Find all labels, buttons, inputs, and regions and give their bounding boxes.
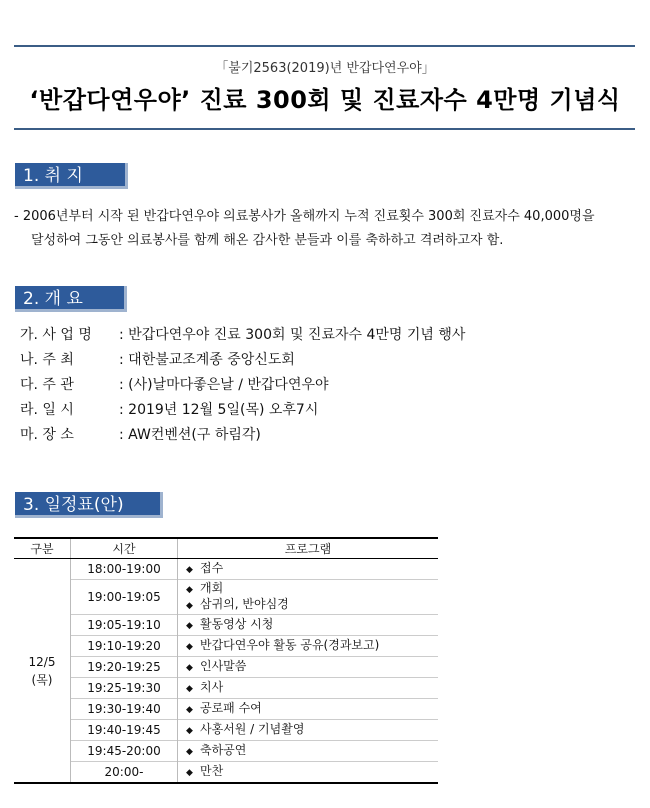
table-row bbox=[14, 720, 438, 741]
table-row bbox=[14, 636, 438, 657]
program-cell bbox=[178, 678, 439, 699]
overview-value: : (사)날마다좋은날 / 반갑다연우야 bbox=[119, 377, 329, 393]
time-cell: 19:10-19:20 bbox=[71, 636, 178, 657]
overview-item bbox=[20, 348, 465, 373]
date-text: 12/5 bbox=[28, 654, 56, 669]
overview-item bbox=[20, 323, 465, 348]
program-item: 치사 bbox=[200, 680, 224, 694]
bullet-icon: ◆ bbox=[186, 621, 193, 631]
section-heading-overview: 2. 개 요 bbox=[15, 286, 127, 312]
overview-value: : 대한불교조계종 중앙신도회 bbox=[119, 352, 295, 368]
time-cell: 19:30-19:40 bbox=[71, 699, 178, 720]
bullet-icon: ◆ bbox=[186, 585, 193, 595]
program-item: 만찬 bbox=[200, 764, 224, 778]
program-cell bbox=[178, 636, 439, 657]
bullet-icon: ◆ bbox=[186, 565, 193, 575]
program-cell bbox=[178, 559, 439, 580]
time-cell: 19:05-19:10 bbox=[71, 615, 178, 636]
time-cell: 19:45-20:00 bbox=[71, 741, 178, 762]
program-item: 공로패 수여 bbox=[200, 701, 262, 715]
overview-item bbox=[20, 373, 465, 398]
date-cell bbox=[14, 559, 71, 784]
table-row bbox=[14, 678, 438, 699]
bullet-icon: ◆ bbox=[186, 726, 193, 736]
purpose-line-2: 달성하여 그동안 의료봉사를 함께 해온 감사한 분들과 이를 축하하고 격려하고자 함. bbox=[31, 233, 504, 248]
time-cell: 19:00-19:05 bbox=[71, 580, 178, 615]
bullet-icon: ◆ bbox=[186, 684, 193, 694]
document-title: ‘반갑다연우야’ 진료 300회 및 진료자수 4만명 기념식 bbox=[29, 86, 621, 114]
table-row bbox=[14, 741, 438, 762]
table-row bbox=[14, 657, 438, 678]
overview-label: 나. 주 최 bbox=[20, 352, 74, 368]
overview-value: : AW컨벤션(구 하림각) bbox=[119, 427, 261, 443]
overview-value: : 2019년 12월 5일(목) 오후7시 bbox=[119, 402, 319, 418]
program-cell bbox=[178, 615, 439, 636]
overview-label: 마. 장 소 bbox=[20, 427, 74, 443]
column-header-program: 프로그램 bbox=[178, 538, 439, 559]
program-item: 인사말씀 bbox=[200, 659, 247, 673]
program-item: 삼귀의, 반야심경 bbox=[200, 597, 289, 611]
program-cell bbox=[178, 762, 439, 784]
table-row bbox=[14, 699, 438, 720]
program-item: 활동영상 시청 bbox=[200, 617, 274, 631]
overview-label: 라. 일 시 bbox=[20, 402, 74, 418]
program-item: 축하공연 bbox=[200, 743, 247, 757]
program-cell bbox=[178, 657, 439, 678]
top-rule bbox=[14, 45, 635, 47]
program-item: 사홍서원 / 기념촬영 bbox=[200, 722, 305, 736]
program-cell bbox=[178, 720, 439, 741]
section-heading-purpose: 1. 취 지 bbox=[15, 163, 128, 189]
overview-label: 다. 주 관 bbox=[20, 377, 74, 393]
program-cell bbox=[178, 699, 439, 720]
section-heading-schedule: 3. 일정표(안) bbox=[15, 492, 163, 518]
weekday-text: (목) bbox=[31, 672, 53, 687]
table-row bbox=[14, 762, 438, 784]
bottom-rule bbox=[14, 128, 635, 130]
program-item: 접수 bbox=[200, 561, 224, 575]
bullet-icon: ◆ bbox=[186, 601, 193, 611]
column-header-category: 구분 bbox=[14, 538, 71, 559]
document-subtitle: 「불기2563(2019)년 반갑다연우야」 bbox=[215, 61, 435, 76]
time-cell: 19:25-19:30 bbox=[71, 678, 178, 699]
column-header-time: 시간 bbox=[71, 538, 178, 559]
schedule-table bbox=[14, 537, 438, 784]
time-cell: 20:00- bbox=[71, 762, 178, 784]
time-cell: 19:40-19:45 bbox=[71, 720, 178, 741]
overview-value: : 반갑다연우야 진료 300회 및 진료자수 4만명 기념 행사 bbox=[119, 327, 466, 343]
bullet-icon: ◆ bbox=[186, 642, 193, 652]
table-row bbox=[14, 559, 438, 580]
purpose-text bbox=[14, 205, 639, 253]
bullet-icon: ◆ bbox=[186, 747, 193, 757]
bullet-icon: ◆ bbox=[186, 705, 193, 715]
overview-item bbox=[20, 423, 465, 448]
program-item: 개회 bbox=[200, 581, 224, 595]
program-cell bbox=[178, 741, 439, 762]
program-item: 반갑다연우야 활동 공유(경과보고) bbox=[200, 638, 380, 652]
overview-label: 가. 사 업 명 bbox=[20, 327, 92, 343]
time-cell: 18:00-19:00 bbox=[71, 559, 178, 580]
purpose-line-1: - 2006년부터 시작 된 반갑다연우야 의료봉사가 올해까지 누적 진료횟수 300회 진료자수 40,000명을 bbox=[14, 209, 595, 224]
table-row bbox=[14, 580, 438, 615]
program-cell bbox=[178, 580, 439, 615]
schedule-header-row bbox=[14, 538, 438, 559]
bullet-icon: ◆ bbox=[186, 663, 193, 673]
overview-item bbox=[20, 398, 465, 423]
time-cell: 19:20-19:25 bbox=[71, 657, 178, 678]
overview-list bbox=[20, 323, 465, 448]
bullet-icon: ◆ bbox=[186, 768, 193, 778]
table-row bbox=[14, 615, 438, 636]
